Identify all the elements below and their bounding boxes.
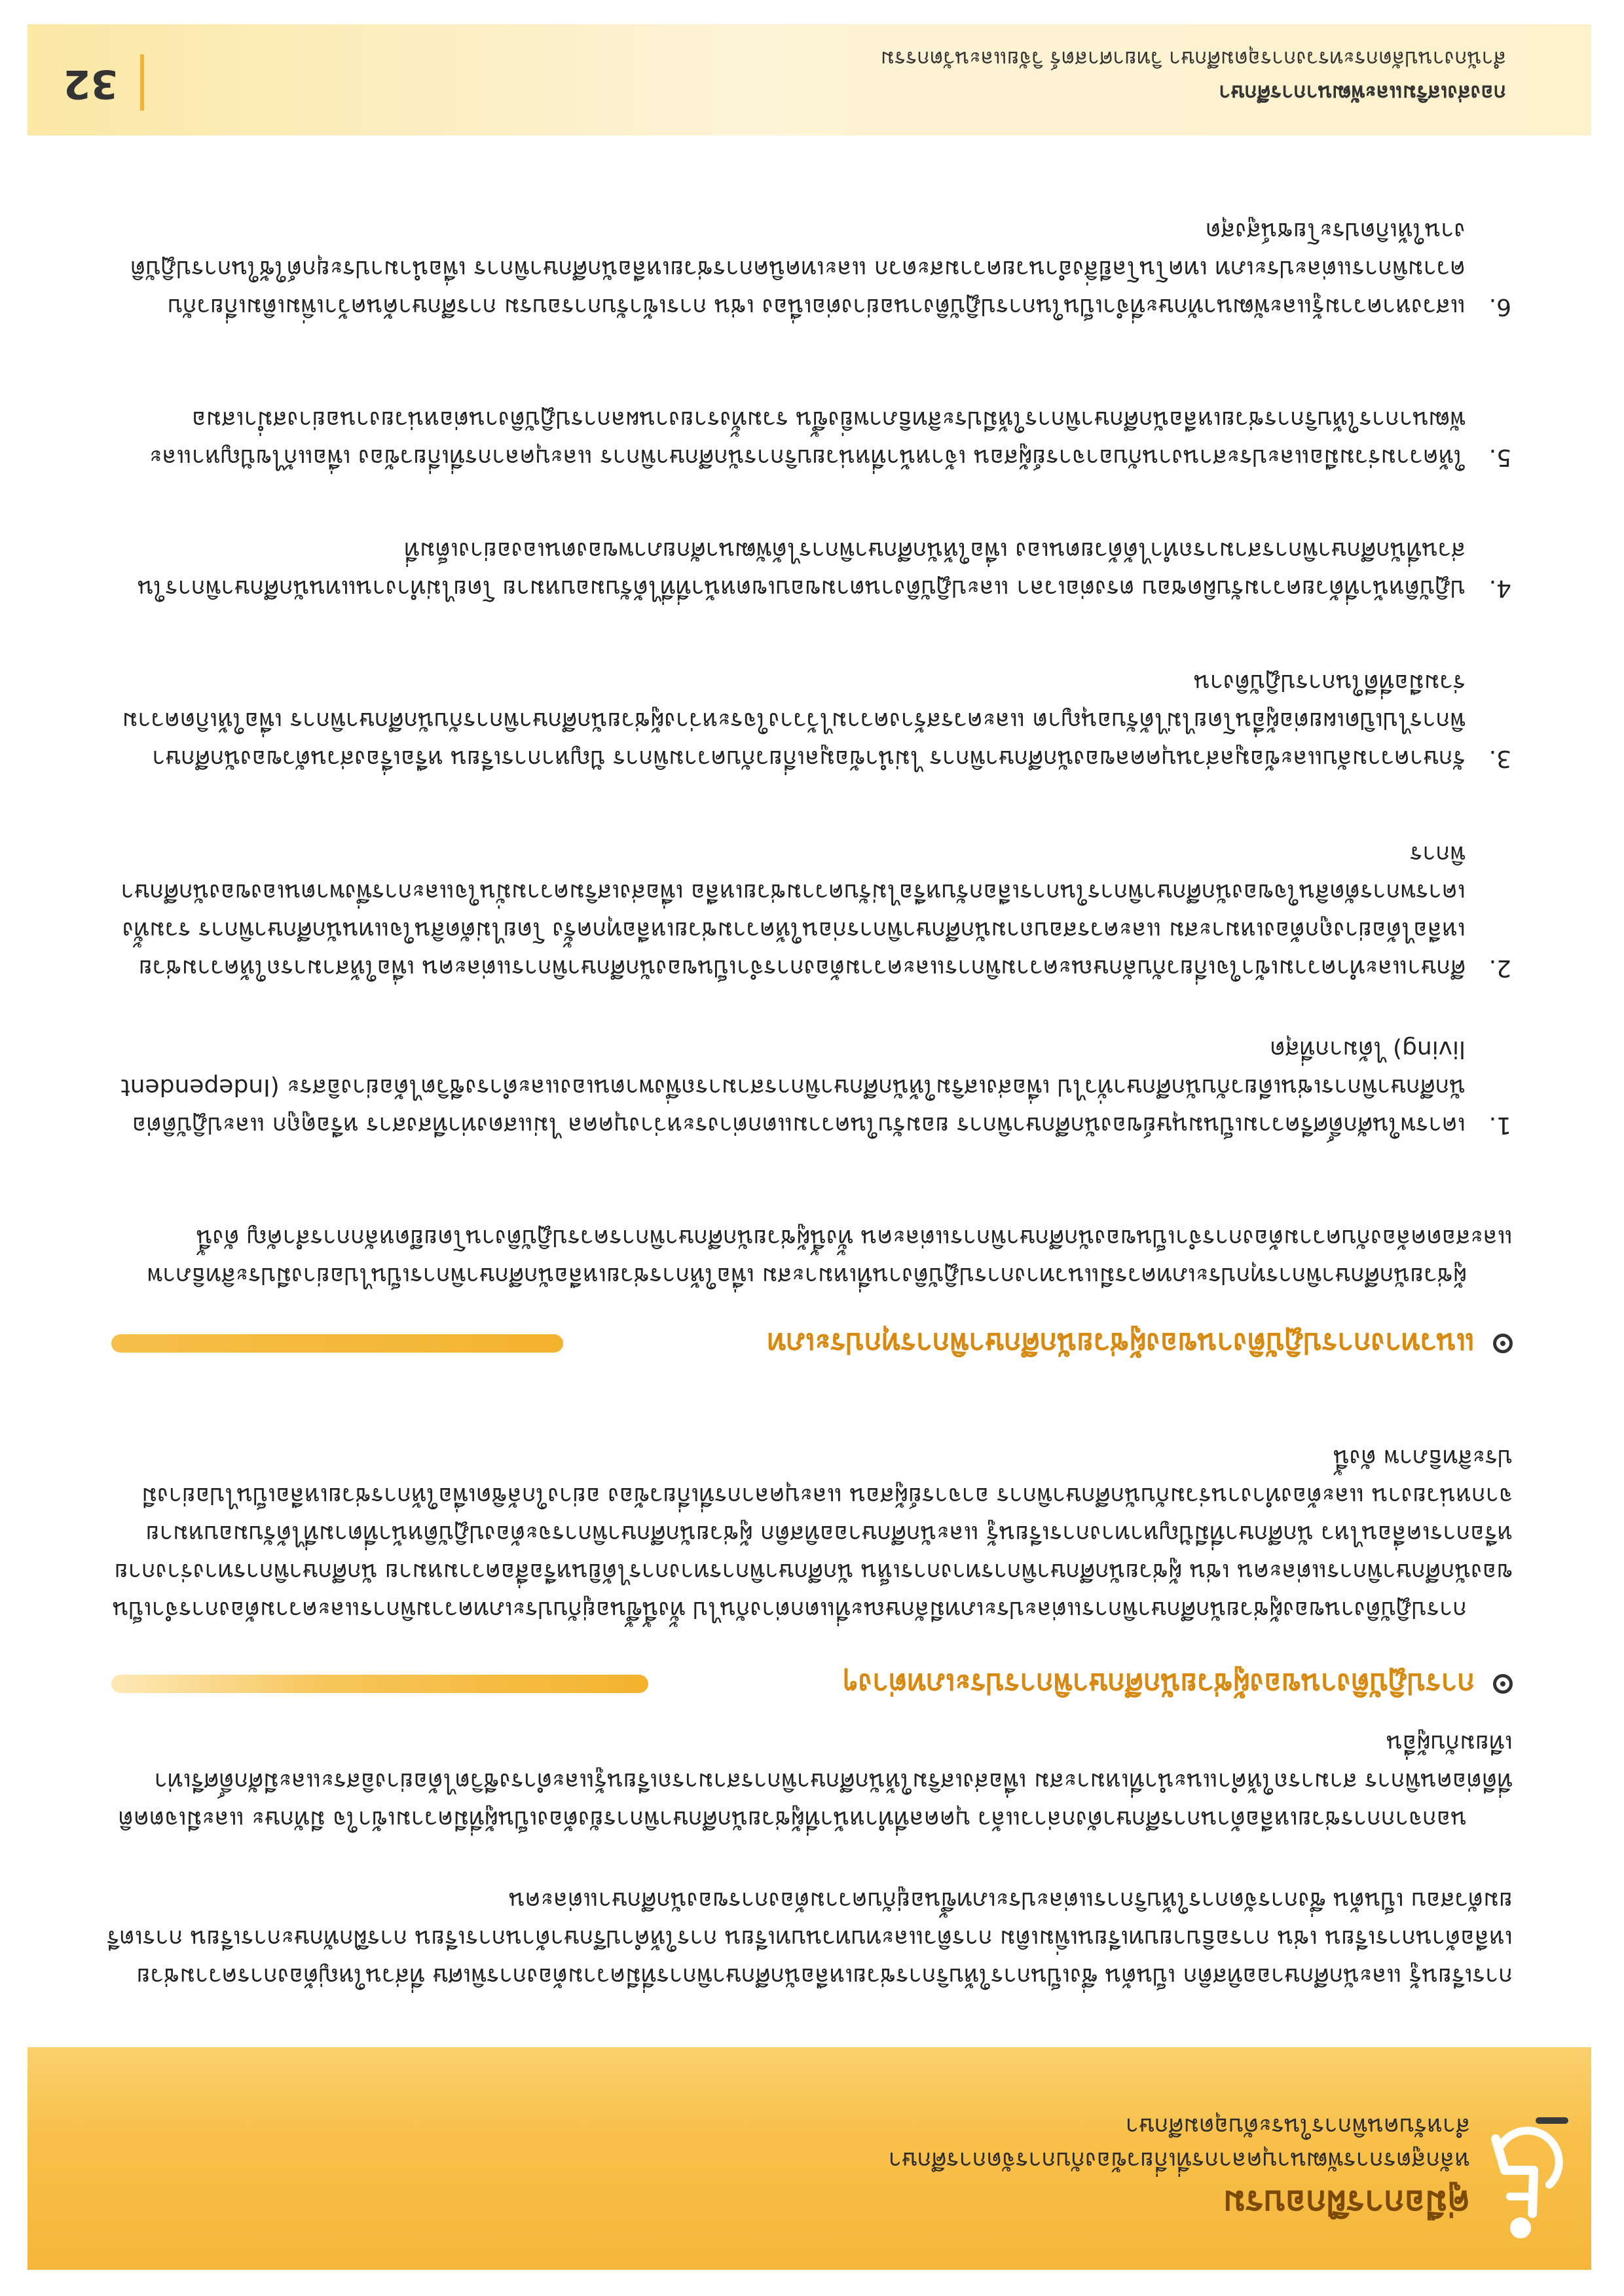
list-item-number: 4. [1488,575,1511,602]
footer-divider [140,54,144,111]
list-item-text: เคารพในศักดิ์ศรีความเป็นมนุษย์ของนักศึกษาพิการ ยอมรับในความแตกต่างระหว่างบุคคล ไม่แสดงท่าทีสงสาร หรือดูถูก และปฏิบัติต่อนักศึกษาพิการเช่นเดียวกับนักศึกษาทั่วไป เพื่อส่งเสริมให้นักศึกษาพิการสามารถพึ่งพาตนเองและดำรงชีวิตได้อย่างอิสระ (Independent living) ได้มากที่สุด [120,1036,1466,1139]
list-item [110,1030,1511,1144]
list-item [110,400,1511,476]
list-item-text: ปฏิบัติหน้าที่ด้วยความรับผิดชอบ ตรงต่อเวลา และปฏิบัติงานตามขอบเขตหน้าที่ที่ได้รับมอบหมาย โดยไม่ทำงานแทนนักศึกษาพิการในส่วนที่นักศึกษาพิการสามารถทำได้ด้วยตนเอง เพื่อให้นักศึกษาพิการได้พัฒนาศักยภาพของตนเองอย่างเต็มที่ [138,537,1466,602]
list-item [110,835,1511,987]
section-accent-bar [111,1675,648,1693]
intro-paragraph-1: การเรียนรู้ และนักศึกษาออทิสติก เป็นต้น ซึ่งเป็นการให้บริการช่วยเหลือนักศึกษาพิการที่มีความต้องการพิเศษ ที่ส่วนใหญ่ต้องการความช่วยเหลือด้านการเรียน เช่น การอธิบายบทเรียนเพิ่มเติม การติวและทบทวนบทเรียน การให้คำปรึกษาด้านการเรียน การฝึกทักษะการเรียน การเตรียมตัวสอบ เป็นต้น ซึ่งการจัดการให้บริการแต่ละประเภทขึ้นอยู่กับความต้องการของนักศึกษาแต่ละคน [106,1887,1513,1990]
section-bullet-icon [1493,1674,1513,1694]
section-heading-2 [111,1321,1513,1366]
footer-department: กองส่งเสริมและพัฒนาการศึกษา [1219,81,1506,105]
section-2-paragraph: ผู้ช่วยนักศึกษาพิการทุกประเภทควรมีแนวทางการปฏิบัติงานที่เหมาะสม เพื่อให้การช่วยเหลือนักศึกษาพิการเป็นไปอย่างมีประสิทธิภาพและสอดคล้องกับความต้องการจำเป็นของนักศึกษาพิการแต่ละคน ทั้งนี้ผู้ช่วยนักศึกษาพิการควรปฏิบัติงานโดยยึดหลักการสำคัญ ดังนี้ [147,1224,1513,1289]
list-item-text: ให้ความร่วมมือและประสานงานกับอาจารย์ผู้สอน เจ้าหน้าที่หน่วยบริการนักศึกษาพิการ และบุคลากรที่เกี่ยวข้อง เพื่อแก้ไขปัญหาและพัฒนาการให้บริการช่วยเหลือนักศึกษาพิการให้มีประสิทธิภาพยิ่งขึ้น รวมทั้งรายงานผลการปฏิบัติงานต่อหน่วยงานอย่างสม่ำเสมอ [149,406,1466,471]
page-number: 32 [63,61,118,107]
list-item-number: 2. [1488,955,1511,981]
list-item-number: 1. [1488,1112,1511,1139]
list-item-number: 3. [1488,745,1511,772]
document-subtitle-line2: สำหรับคนพิการในระดับอุดมศึกษา [1125,2113,1470,2140]
section-heading-1 [111,1661,1513,1707]
list-item-number: 6. [1488,293,1511,320]
list-item-text: ศึกษาและทำความเข้าใจเกี่ยวกับลักษณะความพิการและความต้องการจำเป็นของนักศึกษาพิการแต่ละคน เพื่อให้สามารถให้ความช่วยเหลือได้อย่างถูกต้องเหมาะสม และควรสอบถามนักศึกษาพิการก่อนให้ความช่วยเหลือทุกครั้ง โดยไม่ตัดสินใจแทนนักศึกษาพิการ รวมทั้งเคารพการตัดสินใจของนักศึกษาพิการในการเลือกรับหรือไม่รับความช่วยเหลือ เพื่อส่งเสริมความมั่นใจและการพึ่งพาตนเองของนักศึกษาพิการ [120,841,1466,981]
list-item [110,531,1511,607]
section-bullet-icon [1493,1334,1513,1353]
section-title: แนวทางการปฏิบัติงานของผู้ช่วยนักศึกษาพิการทุกประเภท [767,1326,1475,1360]
document-title: คู่มือการฝึกอบรม [1223,2183,1470,2222]
section-1-paragraph: การปฏิบัติงานของผู้ช่วยนักศึกษาพิการแต่ละประเภทมีลักษณะที่แตกต่างกันไป ทั้งนี้ขึ้นอยู่กับประเภทความพิการและความต้องการจำเป็นของนักศึกษาพิการแต่ละคน เช่น ผู้ช่วยนักศึกษาพิการทางการเห็น นักศึกษาพิการทางการได้ยินหรือสื่อความหมาย นักศึกษาพิการทางร่างกายหรือการเคลื่อนไหว นักศึกษาที่มีปัญหาทางการเรียนรู้ และนักศึกษาออทิสติก ผู้ช่วยนักศึกษาพิการจะต้องปฏิบัติหน้าที่ตามที่ได้รับมอบหมายจากหน่วยงาน และต้องทำงานร่วมกับนักศึกษาพิการ อาจารย์ผู้สอน และบุคลากรที่เกี่ยวข้อง อย่างใกล้ชิดเพื่อให้การช่วยเหลือเป็นไปอย่างมีประสิทธิภาพ ดังนี้ [112,1444,1513,1623]
intro-paragraph-2: นอกจากการช่วยเหลือด้านการศึกษาดังกล่าวแล้ว บุคคลที่ทำหน้าที่ผู้ช่วยนักศึกษาพิการยังต้องเป็นผู้ที่มีความเข้าใจ มีทักษะ และมีเจตคติที่ดีต่อคนพิการ สามารถให้คำแนะนำที่เหมาะสม เพื่อส่งเสริมให้นักศึกษาพิการสามารถเรียนรู้และดำรงชีวิตได้อย่างอิสระและมีศักดิ์ศรีเท่าเทียมกับผู้อื่น [118,1730,1513,1832]
wheelchair-icon [1486,2113,1578,2244]
list-item-text: แสวงหาความรู้และพัฒนาทักษะที่จำเป็นในการปฏิบัติงานอย่างต่อเนื่อง เช่น การเข้ารับการอบรม การศึกษาค้นคว้าเพิ่มเติมเกี่ยวกับความพิการแต่ละประเภท เทคโนโลยีสิ่งอำนวยความสะดวก และเทคนิคการช่วยเหลือนักศึกษาพิการ เพื่อนำมาประยุกต์ใช้ในการปฏิบัติงานให้เกิดประโยชน์สูงสุด [130,217,1466,320]
section-title: การปฏิบัติงานของผู้ช่วยนักศึกษาพิการประเภทต่างๆ [843,1667,1475,1700]
list-item [110,663,1511,777]
list-item-number: 5. [1488,444,1511,471]
list-item [110,211,1511,325]
list-item-text: รักษาความลับและข้อมูลส่วนบุคคลของนักศึกษาพิการ ไม่นำข้อมูลเกี่ยวกับความพิการ ปัญหาการเรียน หรือเรื่องส่วนตัวของนักศึกษาพิการไปเปิดเผยต่อผู้อื่นโดยไม่ได้รับอนุญาต และควรสร้างความไว้วางใจระหว่างผู้ช่วยนักศึกษาพิการกับนักศึกษาพิการ เพื่อให้เกิดความร่วมมือที่ดีในการปฏิบัติงาน [122,669,1466,772]
footer-office: สำนักงานปลัดกระทรวงการอุดมศึกษา วิทยาศาสตร์ วิจัยและนวัตกรรม [880,46,1506,71]
document-subtitle-line1: หลักสูตรการพัฒนาบุคลากรที่เกี่ยวข้องกับการจัดการศึกษา [888,2147,1470,2174]
section-accent-bar [111,1334,563,1353]
